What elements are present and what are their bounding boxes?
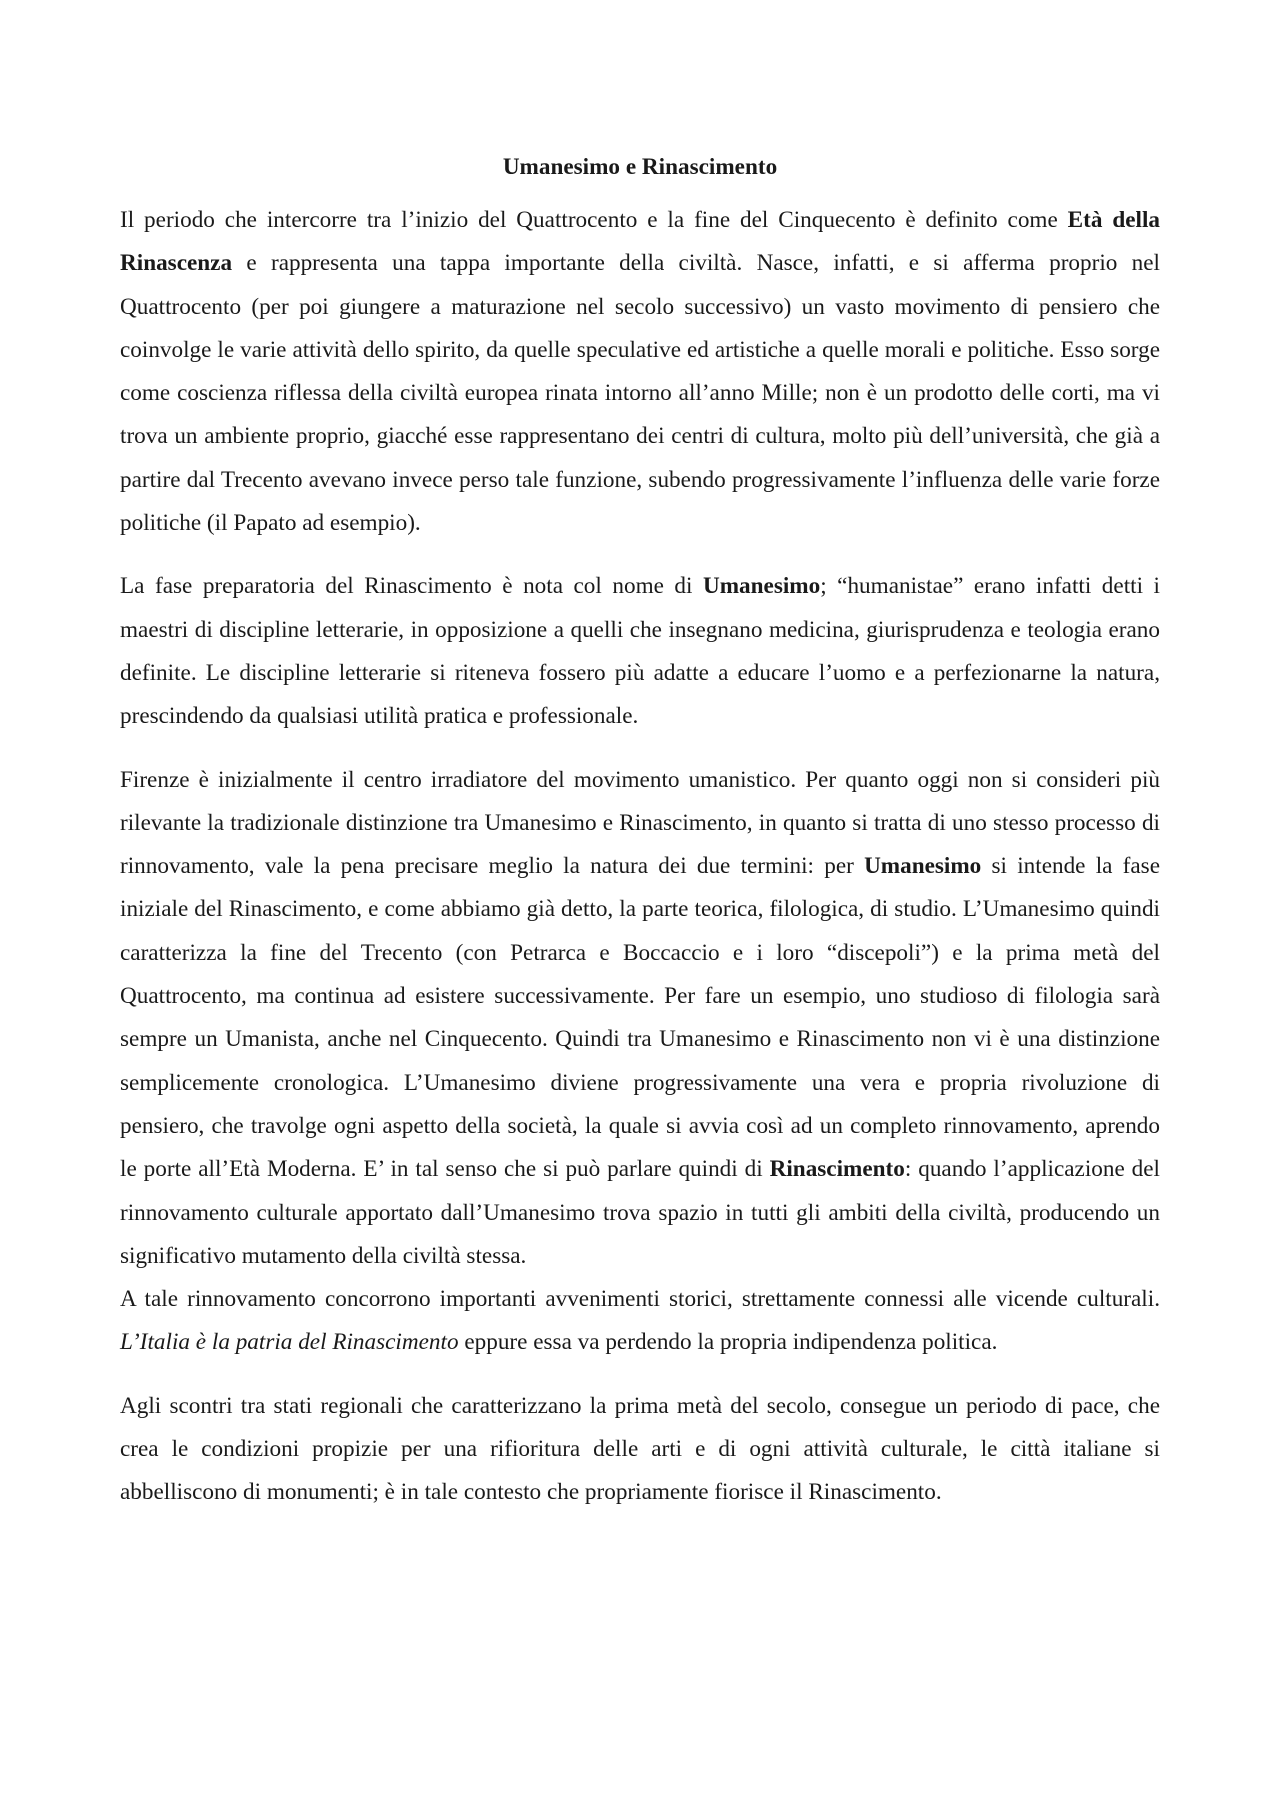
italic-phrase-italia: L’Italia è la patria del Rinascimento [120,1329,459,1356]
paragraph-text: La fase preparatoria del Rinascimento è nota col nome di [120,573,703,600]
paragraph-rinnovamento [120,1278,1160,1365]
paragraph-text: A tale rinnovamento concorrono importanti avvenimenti storici, strettamente connessi alle vicende culturali. [120,1286,1160,1313]
paragraph-firenze [120,759,1160,1279]
paragraph-umanesimo [120,565,1160,738]
bold-term-umanesimo: Umanesimo [702,573,821,600]
bold-term-eta-rinascenza: Età della Rinascenza [120,207,1160,277]
paragraph-text: ; “humanistae” erano infatti detti i maestri di discipline letterarie, in opposizione a quelli che insegnano medicina, giurisprudenza e teologia erano definite. Le discipline letterarie si riteneva fossero più adatte a educare l’uomo e a perfezionarne la natura, prescindendo da qualsiasi utilità pratica e professionale. [120,573,1160,730]
paragraph-text: : quando l’applicazione del rinnovamento culturale apportato dall’Umanesimo trova spazio in tutti gli ambiti della civiltà, producendo un significativo mutamento della civiltà stessa. [120,1156,1161,1269]
bold-term-umanesimo: Umanesimo [864,853,982,880]
paragraph-text: Il periodo che intercorre tra l’inizio del Quattrocento e la fine del Cinquecento è definito come [120,207,1068,233]
paragraph-text: e rappresenta una tappa importante della civiltà. Nasce, infatti, e si afferma proprio nel Quattrocento (per poi giungere a maturazione nel secolo successivo) un vasto movimento di pensiero che coinvolge le varie attività dello spirito, da quelle speculative ed artistiche a quelle morali e politiche. Esso sorge come coscienza riflessa della civiltà europea rinata intorno all’anno Mille; non è un prodotto delle corti, ma vi trova un ambiente proprio, giacché esse rappresentano dei centri di cultura, molto più dell’università, che già a partire dal Trecento avevano invece perso tale funzione, subendo progressivamente l’influenza delle varie forze politiche (il Papato ad esempio). [120,250,1160,537]
paragraph-eta-rinascenza [120,199,1160,545]
paragraph-pace [120,1385,1160,1515]
bold-term-rinascimento: Rinascimento [769,1156,905,1183]
document-body [120,150,1160,1535]
paragraph-text: si intende la fase iniziale del Rinascimento, e come abbiamo già detto, la parte teorica, filologica, di studio. L’Umanesimo quindi caratterizza la fine del Trecento (con Petrarca e Boccaccio e i loro “discepoli”) e la prima metà del Quattrocento, ma continua ad esistere successivamente. Per fare un esempio, uno studioso di filologia sarà sempre un Umanista, anche nel Cinquecento. Quindi tra Umanesimo e Rinascimento non vi è una distinzione semplicemente cronologica. L’Umanesimo diviene progressivamente una vera e propria rivoluzione di pensiero, che travolge ogni aspetto della società, la quale si avvia così ad un completo rinnovamento, aprendo le porte all’Età Moderna. E’ in tal senso che si può parlare quindi di [120,853,1160,1183]
paragraph-text: eppure essa va perdendo la propria indipendenza politica. [458,1329,998,1356]
document-title: Umanesimo e Rinascimento [502,154,778,180]
paragraph-text: Firenze è inizialmente il centro irradiatore del movimento umanistico. Per quanto oggi non si consideri più rilevante la tradizionale distinzione tra Umanesimo e Rinascimento, in quanto si tratta di uno stesso processo di rinnovamento, vale la pena precisare meglio la natura dei due termini: per [120,766,1160,880]
paragraph-text: Agli scontri tra stati regionali che caratterizzano la prima metà del secolo, consegue un periodo di pace, che crea le condizioni propizie per una rifioritura delle arti e di ogni attività culturale, le città italiane si abbelliscono di monumenti; è in tale contesto che propriamente fiorisce il Rinascimento. [120,1392,1160,1506]
